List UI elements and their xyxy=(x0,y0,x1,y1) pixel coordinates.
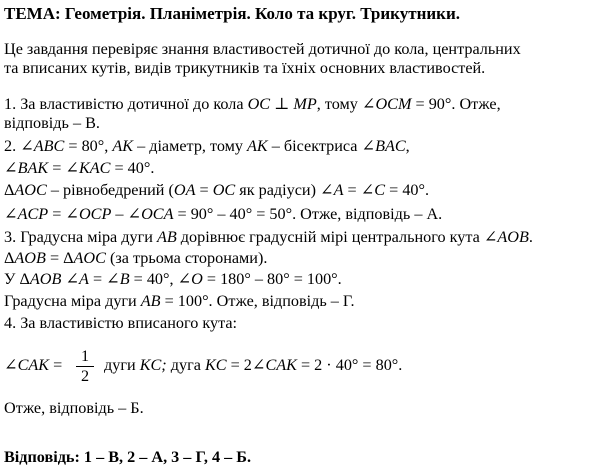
fraction-numerator: 1 xyxy=(80,347,90,365)
fraction-denominator: 2 xyxy=(80,367,90,385)
solution-line-10: Градусна міра дуги AB = 100°. Отже, відповідь – Г. xyxy=(4,292,355,310)
solution-line-8: ΔAOB = ΔAOC (за трьома сторонами). xyxy=(4,249,268,267)
solution-line-2: відповідь – В. xyxy=(4,114,100,132)
intro-line-1: Це завдання перевіряє знання властивостей дотичної до кола, центральних xyxy=(4,40,521,58)
solution-line-3: 2. ∠ABC = 80°, AK – діаметр, тому AK – бісектриса ∠BAC, xyxy=(4,137,410,155)
solution-line-1: 1. За властивістю дотичної до кола OC ⊥ MP, тому ∠OCM = 90°. Отже, xyxy=(4,95,501,113)
solution-line-5: ΔAOC – рівнобедрений (OA = OC як радіуси) ∠A = ∠C = 40°. xyxy=(4,181,430,199)
fraction-one-half xyxy=(74,347,96,386)
solution-line-7: 3. Градусна міра дуги AB дорівнює градусній мірі центрального кута ∠AOB. xyxy=(4,228,533,246)
solution-line-11: 4. За властивістю вписаного кута: xyxy=(4,314,238,332)
solution-line-9: У ΔAOB ∠A = ∠B = 40°, ∠O = 180° – 80° = 100°. xyxy=(4,270,342,288)
page-title: ТЕМА: Геометрія. Планіметрія. Коло та круг. Трикутники. xyxy=(4,4,461,23)
final-answer: Відповідь: 1 – В, 2 – А, 3 – Г, 4 – Б. xyxy=(4,448,252,466)
solution-line-12-rest: дуги KC; дуга KC = 2∠CAK = 2 · 40° = 80°. xyxy=(104,356,403,374)
solution-line-4: ∠BAK = ∠KAC = 40°. xyxy=(4,159,155,177)
solution-line-6: ∠ACP = ∠OCP – ∠OCA = 90° – 40° = 50°. Отже, відповідь – А. xyxy=(4,205,443,223)
solution-line-13: Отже, відповідь – Б. xyxy=(4,399,144,417)
intro-line-2: та вписаних кутів, видів трикутників та їхніх основних властивостей. xyxy=(4,59,486,77)
solution-line-12: ∠CAK = xyxy=(4,356,63,374)
